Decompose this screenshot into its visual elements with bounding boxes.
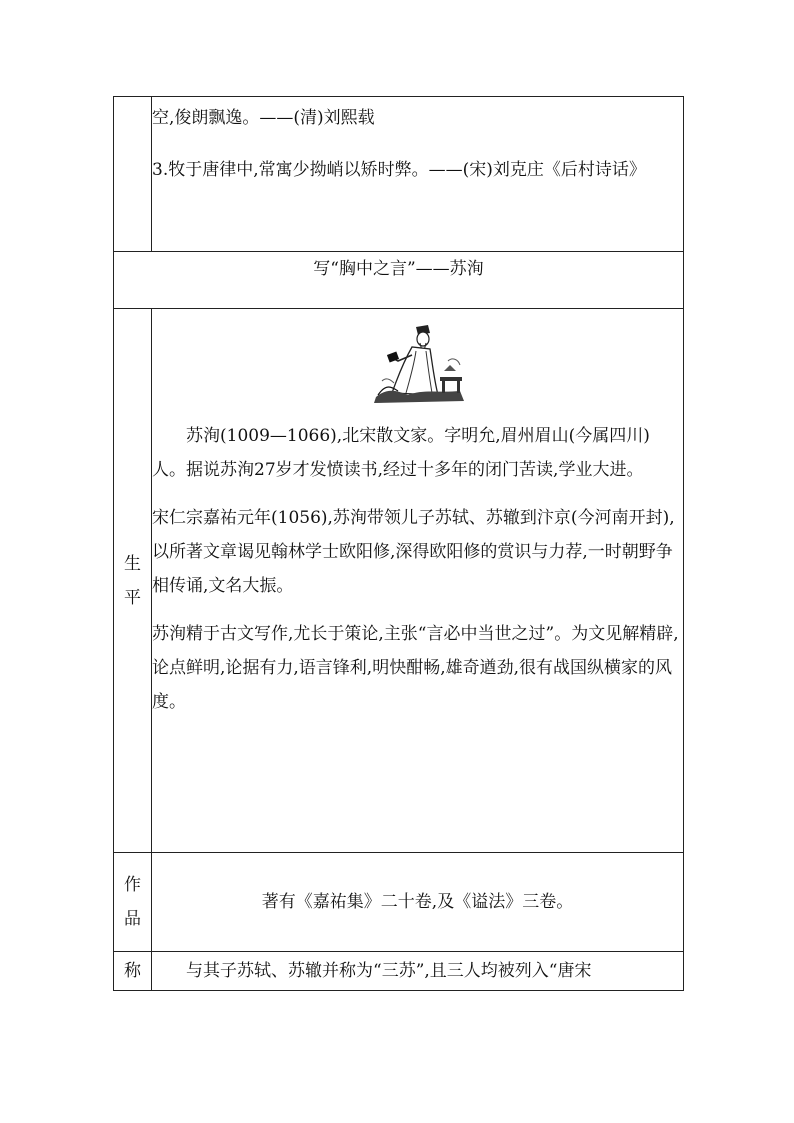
- works-row: [114, 853, 684, 952]
- biography-label-char-1: 生: [124, 553, 141, 574]
- biography-row: [114, 309, 684, 853]
- info-table: [113, 96, 684, 991]
- portrait-image: [152, 321, 683, 405]
- biography-paragraph-3: 苏洵精于古文写作,尤长于策论,主张“言必中当世之过”。为文见解精辟,论点鲜明,论据有力,语言锋利,明快酣畅,雄奇遒劲,很有战国纵横家的风度。: [152, 624, 679, 712]
- biography-content: [152, 309, 684, 853]
- appellation-row: [114, 952, 684, 991]
- biography-paragraph-1: 苏洵(1009—1066),北宋散文家。字明允,眉州眉山(今属四川)人。据说苏洵27岁才发愤读书,经过十多年的闭门苦读,学业大进。: [152, 426, 650, 480]
- biography-label: [114, 309, 152, 853]
- section-title: 写“胸中之言”——苏洵: [114, 252, 684, 309]
- biography-label-char-2: 平: [124, 587, 141, 608]
- works-label-char-2: 品: [124, 909, 141, 929]
- works-label: [114, 853, 152, 952]
- comment-line-2: 3.牧于唐律中,常寓少拗峭以矫时弊。——(宋)刘克庄《后村诗话》: [152, 160, 646, 180]
- portrait-icon: [368, 321, 468, 405]
- works-content: 著有《嘉祐集》二十卷,及《谥法》三卷。: [152, 853, 684, 952]
- biography-paragraph-2: 宋仁宗嘉祐元年(1056),苏洵带领儿子苏轼、苏辙到汴京(今河南开封),以所著文章谒见翰林学士欧阳修,深得欧阳修的赏识与力荐,一时朝野争相传诵,文名大振。: [152, 508, 675, 596]
- poetry-comment-row: [114, 97, 684, 252]
- comment-cell: [152, 97, 684, 252]
- works-label-char-1: 作: [124, 875, 141, 895]
- appellation-label: 称: [114, 952, 152, 991]
- comment-line-1: 空,俊朗飘逸。——(清)刘熙载: [152, 108, 375, 128]
- section-header-row: [114, 252, 684, 309]
- appellation-text: 与其子苏轼、苏辙并称为“三苏”,且三人均被列入“唐宋: [186, 961, 592, 981]
- empty-side-cell: [114, 97, 152, 252]
- appellation-content: [152, 952, 684, 991]
